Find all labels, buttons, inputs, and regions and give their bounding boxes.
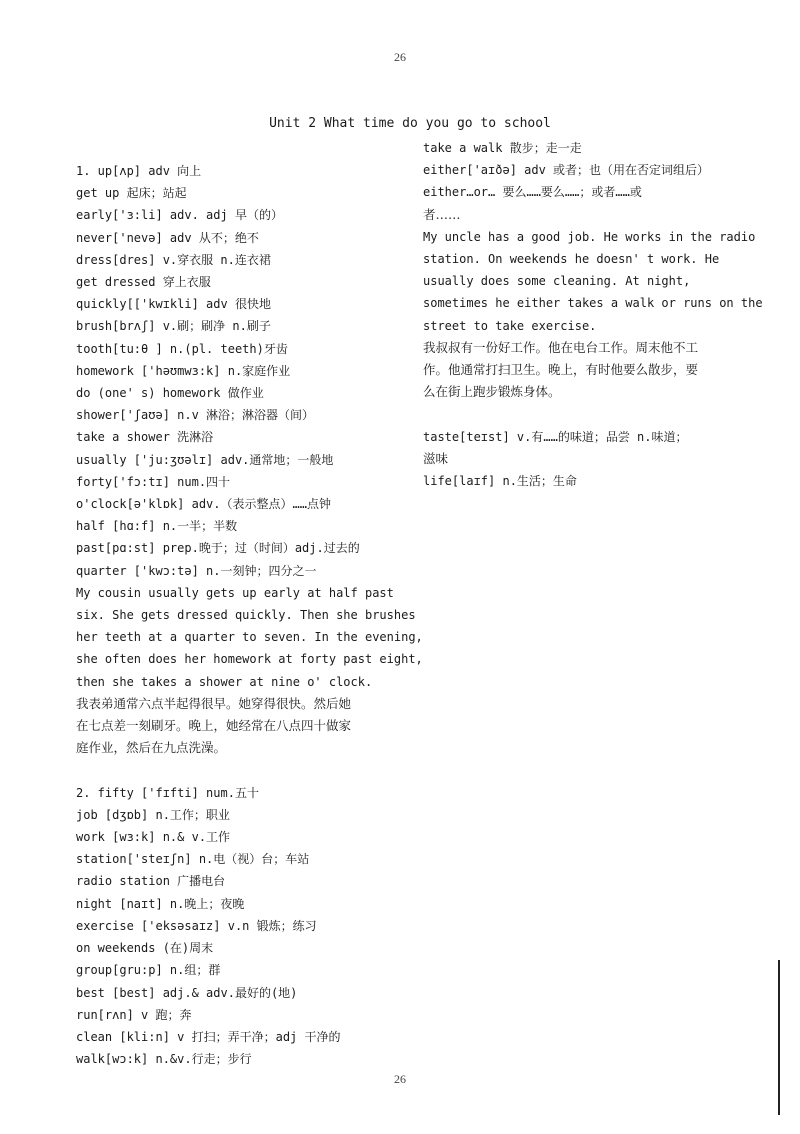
left-column-line: work [wɜ:k] n.& v.工作 <box>76 830 231 845</box>
left-column <box>76 160 423 1070</box>
left-column-line: walk[wɔ:k] n.&v.行走；步行 <box>76 1052 252 1067</box>
right-column-line: street to take exercise. <box>423 318 597 333</box>
left-column-spacer <box>76 759 406 781</box>
left-column-line: shower['ʃaʊə] n.v 淋浴；淋浴器（间） <box>76 408 315 423</box>
left-column-line: six. She gets dressed quickly. Then she brushes <box>76 608 416 623</box>
page-edge-rule <box>778 960 780 1115</box>
left-column-line: dress[dres] v.穿衣服 n.连衣裙 <box>76 252 271 267</box>
left-column-line: early['ɜ:li] adv. adj 早（的） <box>76 208 283 223</box>
left-column-line: exercise ['eksəsaɪz] v.n 锻炼；练习 <box>76 918 317 933</box>
left-column-line: 我表弟通常六点半起得很早。她穿得很快。然后她 <box>76 695 352 711</box>
left-column-line: forty['fɔ:tɪ] num.四十 <box>76 474 231 489</box>
page-number-top: 26 <box>394 50 406 64</box>
left-column-line: get up 起床；站起 <box>76 186 187 201</box>
left-column-line: tooth[tu:θ ] n.(pl. teeth)牙齿 <box>76 341 288 356</box>
left-column-line: o'clock[ə'klɒk] adv.（表示整点）……点钟 <box>76 497 331 512</box>
left-column-line: get dressed 穿上衣服 <box>76 275 211 290</box>
left-column-line: clean [kli:n] v 打扫；弄干净；adj 干净的 <box>76 1029 341 1044</box>
right-column-line: 我叔叔有一份好工作。他在电台工作。周末他不工 <box>423 339 699 355</box>
left-column-line: 2. fifty ['fɪfti] num.五十 <box>76 785 259 800</box>
left-column-line: homework ['həʊmwɜ:k] n.家庭作业 <box>76 363 291 378</box>
left-column-line: never['nevə] adv 从不；绝不 <box>76 230 259 245</box>
left-column-line: quarter ['kwɔ:tə] n.一刻钟；四分之一 <box>76 563 317 578</box>
right-column-line: 么在街上跑步锻炼身体。 <box>423 384 561 400</box>
left-column-line: past[pɑ:st] prep.晚于；过（时间）adj.过去的 <box>76 541 360 556</box>
right-column-line: 滋味 <box>423 450 449 466</box>
left-column-line: usually ['ju:ʒʊəlɪ] adv.通常地；一般地 <box>76 452 334 467</box>
right-column-line: station. On weekends he doesn' t work. He <box>423 252 720 267</box>
left-column-line: then she takes a shower at nine o' clock. <box>76 674 373 689</box>
right-column-line: either…or… 要么……要么……；或者……或 <box>423 185 642 200</box>
left-column-line: job [dʒɒb] n.工作；职业 <box>76 807 230 822</box>
left-column-line: her teeth at a quarter to seven. In the evening, <box>76 630 423 645</box>
left-column-line: 1. up[ʌp] adv 向上 <box>76 164 202 178</box>
left-column-line: run[rʌn] v 跑；奔 <box>76 1007 192 1022</box>
left-column-line: station['steɪʃn] n.电（视）台；车站 <box>76 852 310 867</box>
right-column-line: 者…… <box>423 206 461 222</box>
left-column-line: night [naɪt] n.晚上；夜晚 <box>76 896 245 911</box>
left-column-line: 在七点差一刻刷牙。晚上，她经常在八点四十做家 <box>76 718 352 734</box>
right-column-spacer <box>423 403 748 425</box>
left-column-line: she often does her homework at forty past eight, <box>76 652 423 667</box>
left-column-line: quickly[['kwɪkli] adv 很快地 <box>76 297 271 312</box>
right-column-line: sometimes he either takes a walk or runs on the <box>423 296 763 311</box>
right-column-line: life[laɪf] n.生活；生命 <box>423 474 577 489</box>
left-column-line: radio station 广播电台 <box>76 874 226 889</box>
left-column-line: half [hɑ:f] n.一半；半数 <box>76 519 238 534</box>
right-column <box>423 137 763 492</box>
right-column-line: take a walk 散步；走一走 <box>423 141 582 155</box>
left-column-line: brush[brʌʃ] v.刷；刷净 n.刷子 <box>76 319 271 334</box>
page-number-bottom: 26 <box>394 1072 406 1086</box>
right-column-line: either['aɪðə] adv 或者；也（用在否定词组后） <box>423 163 710 178</box>
left-column-line: on weekends (在)周末 <box>76 941 214 956</box>
left-column-line: group[gru:p] n.组；群 <box>76 963 221 978</box>
right-column-line: 作。他通常打扫卫生。晚上，有时他要么散步，要 <box>423 362 699 378</box>
right-column-line: My uncle has a good job. He works in the radio <box>423 229 756 244</box>
left-column-line: best [best] adj.& adv.最好的(地) <box>76 985 298 1000</box>
left-column-line: do (one' s) homework 做作业 <box>76 386 264 401</box>
left-column-line: My cousin usually gets up early at half past <box>76 585 394 600</box>
right-column-line: taste[teɪst] v.有……的味道；品尝 n.味道； <box>423 429 688 444</box>
right-column-line: usually does some cleaning. At night, <box>423 274 691 289</box>
left-column-line: take a shower 洗淋浴 <box>76 430 214 445</box>
left-column-line: 庭作业，然后在九点洗澡。 <box>76 740 227 756</box>
unit-title: Unit 2 What time do you go to school <box>269 116 551 131</box>
